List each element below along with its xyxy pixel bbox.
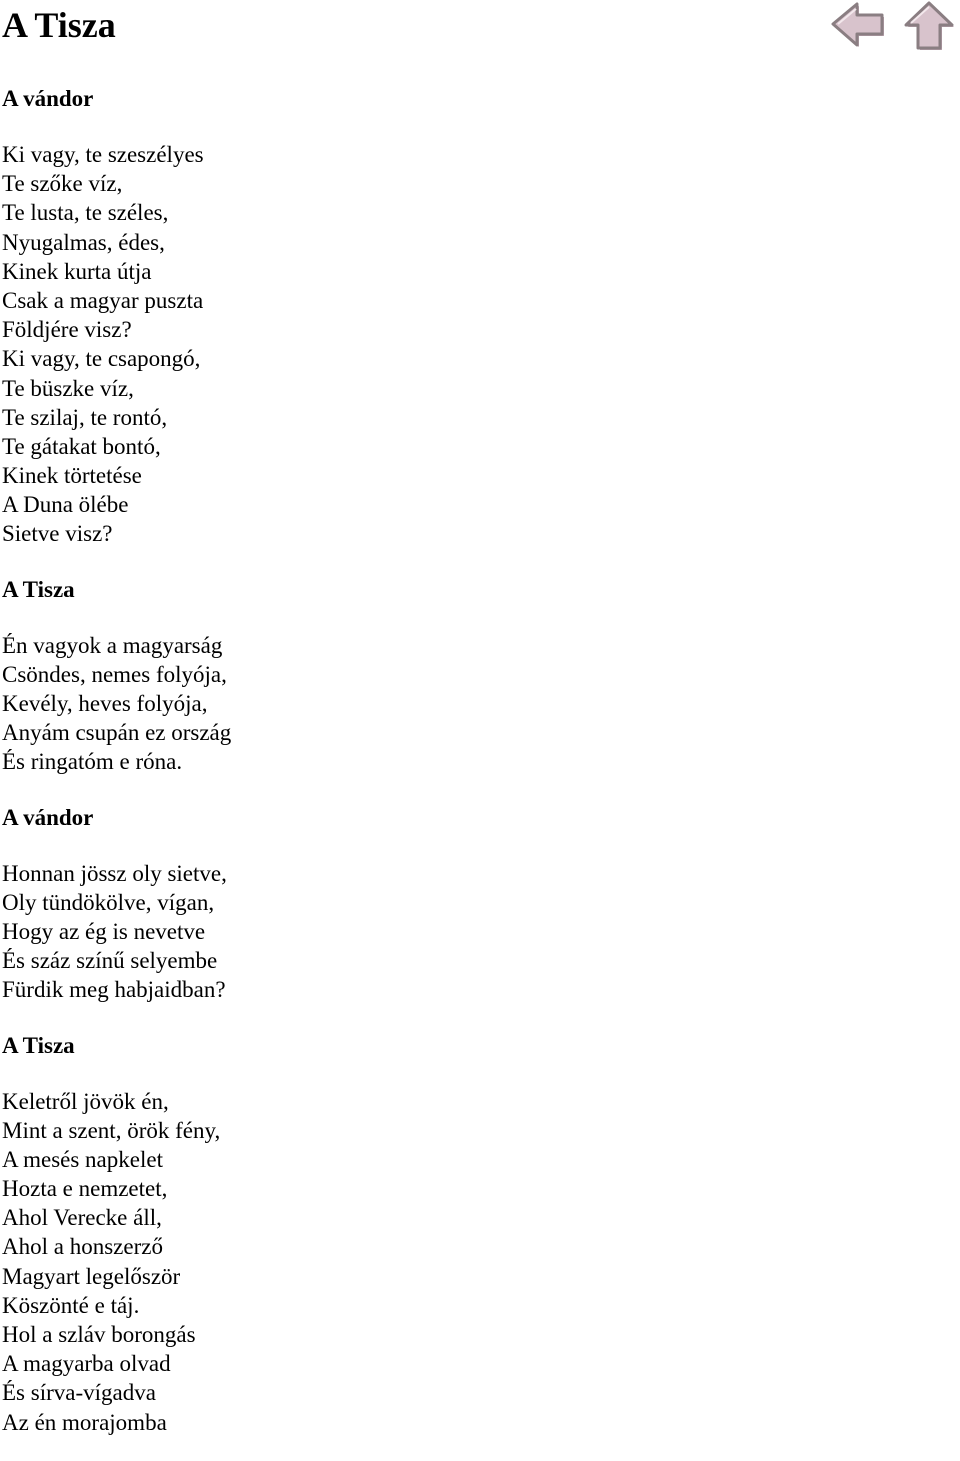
poem-line: Te büszke víz, — [2, 375, 134, 401]
stanza — [2, 859, 602, 1005]
up-arrow-icon — [902, 0, 958, 52]
poem-line: Ki vagy, te csapongó, — [2, 346, 201, 372]
poem-line: Az én morajomba — [2, 1409, 167, 1435]
poem-line: Kevély, heves folyója, — [2, 691, 208, 716]
poem-section — [2, 1029, 602, 1437]
poem-line: Fürdik meg habjaidban? — [2, 977, 226, 1003]
poem-line: Keletről jövök én, — [2, 1088, 169, 1114]
poem-line: Te szőke víz, — [2, 171, 123, 197]
stanza — [2, 140, 602, 549]
poem-line: A Duna ölébe — [2, 492, 129, 518]
poem-line: Köszönté e táj. — [2, 1292, 140, 1318]
poem-line: Te lusta, te széles, — [2, 200, 169, 226]
poem-line: Ahol a honszerző — [2, 1234, 163, 1260]
poem-section — [2, 801, 602, 1005]
poem-line: Magyart legelőször — [2, 1263, 181, 1289]
poem-line: Kinek törtetése — [2, 463, 142, 489]
poem-line: Ahol Verecke áll, — [2, 1205, 162, 1231]
poem-line: Oly tündökölve, vígan, — [2, 889, 215, 915]
speaker-heading: A vándor — [2, 804, 94, 830]
stanza — [2, 631, 602, 777]
poem-line: És száz színű selyembe — [2, 948, 218, 974]
poem-section — [2, 82, 602, 549]
poem-line: Hogy az ég is nevetve — [2, 918, 206, 944]
left-arrow-icon — [830, 0, 886, 52]
poem-line: A magyarba olvad — [2, 1351, 171, 1377]
poem-line: Földjére visz? — [2, 317, 132, 343]
page-title: A Tisza — [2, 5, 116, 45]
navigation-bar — [830, 0, 960, 52]
poem-line: Csak a magyar puszta — [2, 287, 204, 313]
poem-line: Kinek kurta útja — [2, 258, 152, 284]
poem-line: Hozta e nemzetet, — [2, 1176, 168, 1202]
poem-line: Csöndes, nemes folyója, — [2, 661, 227, 687]
speaker-heading: A vándor — [2, 86, 94, 111]
poem-line: Én vagyok a magyarság — [2, 632, 223, 658]
poem-line: Anyám csupán ez ország — [2, 720, 232, 746]
poem-section — [2, 573, 602, 777]
poem-line: Nyugalmas, édes, — [2, 229, 165, 255]
poem-line: A mesés napkelet — [2, 1146, 163, 1172]
poem-line: Mint a szent, örök fény, — [2, 1117, 221, 1143]
poem-body — [2, 82, 602, 1461]
poem-line: És ringatóm e róna. — [2, 749, 183, 775]
poem-line: Honnan jössz oly sietve, — [2, 860, 227, 886]
poem-line: És sírva-vígadva — [2, 1380, 156, 1406]
back-button[interactable] — [830, 0, 886, 52]
speaker-heading: A Tisza — [2, 1032, 75, 1058]
poem-line: Te szilaj, te rontó, — [2, 404, 168, 430]
poem-line: Te gátakat bontó, — [2, 433, 161, 459]
up-button[interactable] — [902, 0, 958, 52]
poem-line: Hol a szláv borongás — [2, 1322, 196, 1347]
poem-line: Ki vagy, te szeszélyes — [2, 142, 204, 167]
poem-line: Sietve visz? — [2, 521, 113, 547]
stanza — [2, 1087, 602, 1437]
speaker-heading: A Tisza — [2, 576, 75, 602]
